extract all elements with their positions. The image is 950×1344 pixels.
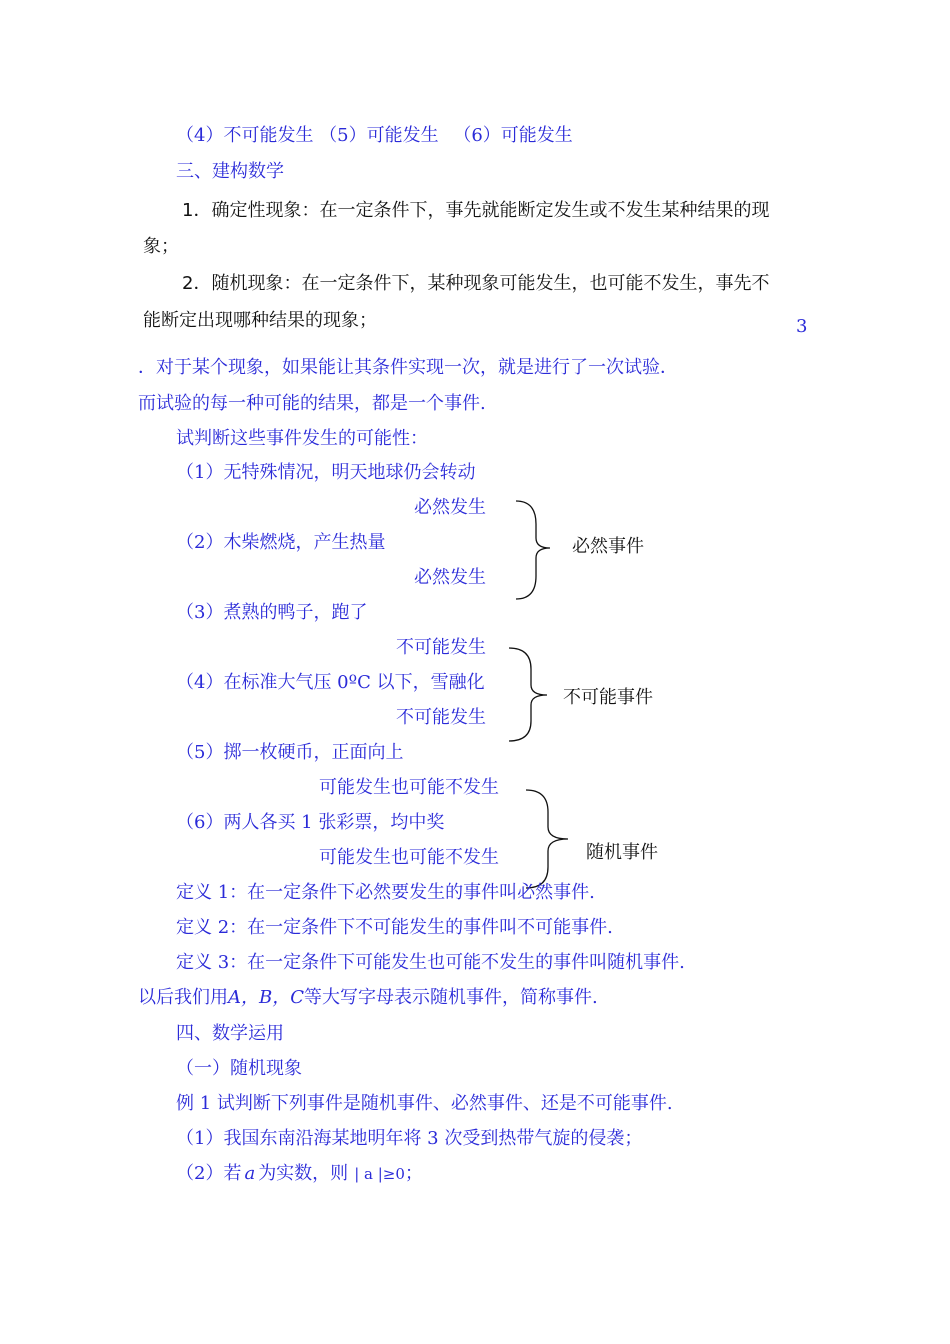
definition-random: 定义 3：在一定条件下可能发生也可能不发生的事件叫随机事件.: [176, 952, 685, 973]
brace-impossible: [507, 645, 557, 745]
item-3: （3）煮熟的鸭子，跑了: [176, 602, 368, 623]
example-item-1: （1）我国东南沿海某地明年将 3 次受到热带气旋的侵袭；: [176, 1128, 643, 1149]
answer-1: 必然发生: [414, 497, 486, 518]
answer-4: 不可能发生: [396, 707, 486, 728]
item-4: （4）在标准大气压 0ºC 以下，雪融化: [176, 672, 485, 693]
section-heading-4: 四、数学运用: [176, 1023, 284, 1044]
answer-5: 可能发生也可能不发生: [319, 777, 499, 798]
trial-line-b: 而试验的每一种可能的结果，都是一个事件.: [138, 393, 486, 414]
item-1: （1）无特殊情况，明天地球仍会转动: [176, 462, 476, 483]
definition-1-line-a: 1．确定性现象：在一定条件下，事先就能断定发生或不发生某种结果的现: [182, 200, 770, 221]
notation-text-post: 等大写字母表示随机事件，简称事件.: [304, 987, 598, 1008]
answer-3: 不可能发生: [396, 637, 486, 658]
item-5: （5）掷一枚硬币，正面向上: [176, 742, 404, 763]
answers-line: （4）不可能发生 （5）可能发生 （6）可能发生: [176, 125, 573, 146]
judge-intro: 试判断这些事件发生的可能性：: [176, 428, 428, 449]
brace-random: [524, 787, 576, 891]
notation-line: [138, 987, 598, 1009]
trial-line-a: ．对于某个现象，如果能让其条件实现一次，就是进行了一次试验．: [138, 357, 678, 378]
example-item-2-pre: （2）若: [176, 1163, 242, 1184]
notation-text-pre: 以后我们用: [138, 987, 228, 1008]
group-random-events: 随机事件: [586, 842, 658, 863]
example-item-2-end: ；: [404, 1163, 423, 1184]
answer-6: 可能发生也可能不发生: [319, 847, 499, 868]
group-impossible-events: 不可能事件: [563, 687, 653, 708]
definition-2-line-b: 能断定出现哪种结果的现象；: [143, 310, 377, 331]
definition-impossible: 定义 2：在一定条件下不可能发生的事件叫不可能事件.: [176, 917, 613, 938]
definition-certain: 定义 1：在一定条件下必然要发生的事件叫必然事件.: [176, 882, 595, 903]
example-item-2: [176, 1163, 423, 1185]
notation-variables: A，B，C: [228, 987, 304, 1008]
item-6: （6）两人各买 1 张彩票，均中奖: [176, 812, 445, 833]
answer-2: 必然发生: [414, 567, 486, 588]
subsection-heading: （一）随机现象: [176, 1058, 302, 1079]
variable-a: a: [244, 1163, 256, 1184]
brace-certain: [512, 498, 556, 604]
example-1-prompt: 例 1 试判断下列事件是随机事件、必然事件、还是不可能事件.: [176, 1093, 673, 1114]
absolute-value-expression: | a |≥0: [354, 1165, 405, 1183]
definition-1-line-b: 象；: [143, 236, 179, 257]
item-2: （2）木柴燃烧，产生热量: [176, 532, 386, 553]
group-certain-events: 必然事件: [572, 536, 644, 557]
section-heading-3: 三、建构数学: [176, 161, 284, 182]
definition-2-line-a: 2．随机现象：在一定条件下，某种现象可能发生，也可能不发生，事先不: [182, 273, 770, 294]
example-item-2-mid: 为实数，则: [258, 1163, 349, 1184]
page-number: 3: [796, 316, 808, 337]
